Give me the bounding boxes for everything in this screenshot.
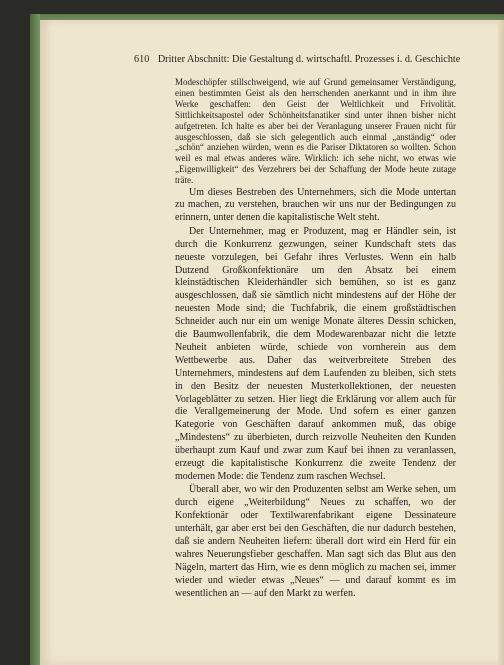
page-edge [498, 20, 504, 665]
book-spine-edge [30, 14, 40, 665]
running-title: Dritter Abschnitt: Die Gestaltung d. wirtschaftl. Prozesses i. d. Geschichte [157, 54, 461, 65]
page-body [175, 77, 456, 601]
paragraph: Überall aber, wo wir den Produzenten selbst am Werke sehen, um durch eigene „Weiterbildung“ Neues zu schaffen, wo der Konfektionär oder Textilwarenfabrikant eigene Dessinateure unterhält, gar aber erst bei den Geschäften, die nur dadurch bestehen, daß sie andern Neuheiten liefern: überall dort wird ein Herd für ein wahres Neuerungsfieber geschaffen. Man sagt sich das Blut aus den Nägeln, martert das Hirn, wie es denn möglich zu machen sei, immer wieder und wieder etwas „Neues“ — und darauf kommt es im wesentlichen an — auf den Markt zu werfen. [175, 484, 456, 599]
paragraph: Um dieses Bestreben des Unternehmers, sich die Mode untertan zu machen, zu verstehen, brauchen wir uns nur der Bedingungen zu erinnern, unter denen die kapitalistische Welt steht. [175, 186, 456, 224]
paragraph-continuation: Modeschöpfer stillschweigend, wie auf Grund gemeinsamer Verständigung, einen bestimmten Geist als den herrschenden anerkannt und in ihm ihre Werke geschaffen: den Geist der Weltlichkeit und Frivolität. Sittlichkeitsapostel oder Schönheitsfanatiker sind unter ihnen bisher nicht aufgetreten. Ich halte es aber bei der Veranlagung unserer Frauen nicht für ausgeschlossen, daß sie sich gelegentlich auch einmal „anständig“ oder „schön“ anziehen würden, wenn es die Pariser Diktatoren so wollten. Schon weil es mal etwas anderes wäre. Wirklich: ich sehe nicht, wo etwas wie „Eigenwilligkeit“ des Verzehrers bei der Schaffung der Mode heute zutage träte. [175, 77, 456, 186]
page-number: 610 [134, 54, 150, 65]
running-header [134, 54, 464, 65]
paragraph: Der Unternehmer, mag er Produzent, mag er Händler sein, ist durch die Konkurrenz gezwungen, seiner Kundschaft stets das neueste vorzulegen, bei Gefahr ihres Verlustes. Wenn ein halb Dutzend Großkonfektionäre um den Absatz bei einem kleinstädtischen Kleiderhändler sich bemühen, so ist es ganz ausgeschlossen, daß sie sämtlich nicht mindestens auf der Höhe der neuesten Mode sind; die Tuchfabrik, die einem großstädtischen Schneider auch nur ein um wenige Monate älteres Dessin schicken, die Baumwollenfabrik, die dem Modewarenbazar nicht die letzte Neuheit anbieten würde, schiede von vornherein aus dem Wettbewerbe aus. Daher das weitverbreitete Streben des Unternehmers, mindestens auf dem Laufenden zu bleiben, sich stets in den Besitz der neuesten Musterkollektionen, der neuesten Vorlageblätter zu setzen. Hier liegt die Erklärung vor allem auch für die Verallgemeinerung der Mode. Und sofern es einer ganzen Kategorie von Geschäften darauf ankommen muß, das obige „Mindestens“ zu überbieten, durch reizvolle Neuheiten den Kunden überhaupt zum Kauf und zwar zum Kauf bei ihnen zu veranlassen, erzeugt die kapitalistische Konkurrenz die zweite Tendenz der modernen Mode: die Tendenz zum raschen Wechsel. [175, 225, 456, 482]
